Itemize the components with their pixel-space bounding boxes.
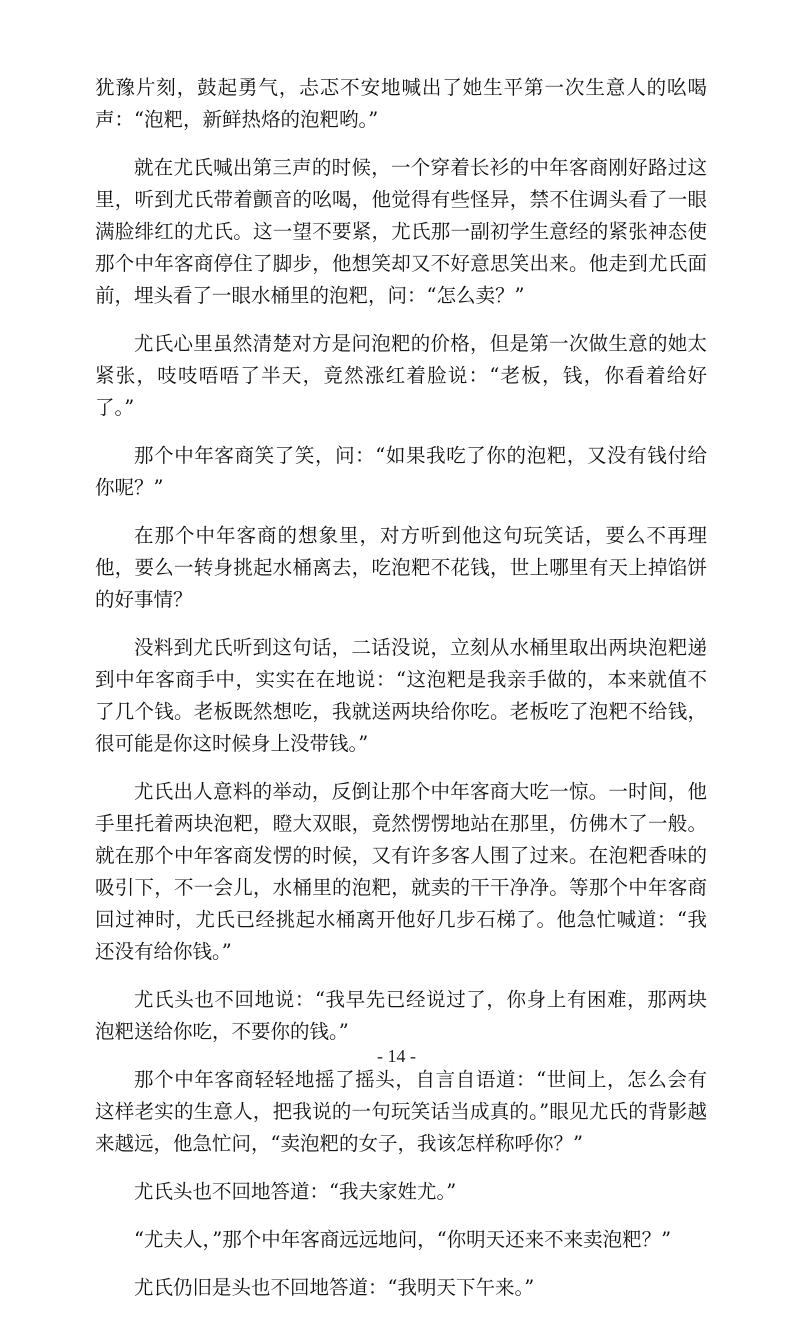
paragraph: 尤氏出人意料的举动，反倒让那个中年客商大吃一惊。一时间，他手里托着两块泡粑，瞪大双眼，竟然愣愣地站在那里，仿佛木了一般。就在那个中年客商发愣的时候，又有许多客人围了过来。在泡粑香味的吸引下，不一会儿，水桶里的泡粑，就卖的干干净净。等那个中年客商回过神时，尤氏已经挑起水桶离开他好几步石梯了。他急忙喊道：“我还没有给你钱。”: [95, 780, 707, 963]
page-number: - 14 -: [377, 1046, 416, 1066]
paragraph: 没料到尤氏听到这句话，二话没说，立刻从水桶里取出两块泡粑递到中年客商手中，实实在在地说：“这泡粑是我亲手做的，本来就值不了几个钱。老板既然想吃，我就送两块给你吃。老板吃了泡粑不给钱，很可能是你这时候身上没带钱。”: [95, 636, 707, 755]
document-body: [95, 72, 707, 1320]
paragraph: 尤氏心里虽然清楚对方是问泡粑的价格，但是第一次做生意的她太紧张，吱吱唔唔了半天，竟然涨红着脸说：“老板，钱，你看着给好了。”: [95, 332, 707, 419]
paragraph: 就在尤氏喊出第三声的时候，一个穿着长衫的中年客商刚好路过这里，听到尤氏带着颤音的吆喝，他觉得有些怪异，禁不住调头看了一眼满脸绯红的尤氏。这一望不要紧，尤氏那一副初学生意经的紧张神态使那个中年客商停住了脚步，他想笑却又不好意思笑出来。他走到尤氏面前，埋头看了一眼水桶里的泡粑，问：“怎么卖？”: [95, 156, 707, 307]
paragraph: 那个中年客商轻轻地摇了摇头，自言自语道：“世间上，怎么会有这样老实的生意人，把我说的一句玩笑话当成真的。”眼见尤氏的背影越来越远，他急忙问，“卖泡粑的女子，我该怎样称呼你？”: [95, 1068, 707, 1155]
paragraph: 在那个中年客商的想象里，对方听到他这句玩笑话，要么不再理他，要么一转身挑起水桶离去，吃泡粑不花钱，世上哪里有天上掉馅饼的好事情？: [95, 524, 707, 611]
paragraph: 那个中年客商笑了笑，问：“如果我吃了你的泡粑，又没有钱付给你呢？”: [95, 444, 707, 499]
paragraph: 尤氏头也不回地说：“我早先已经说过了，你身上有困难，那两块泡粑送给你吃，不要你的钱。”: [95, 988, 707, 1043]
paragraph: “尤夫人，”那个中年客商远远地问，“你明天还来不来卖泡粑？”: [134, 1228, 672, 1251]
paragraph: 尤氏仍旧是头也不回地答道：“我明天下午来。”: [134, 1276, 535, 1299]
paragraph: 尤氏头也不回地答道：“我夫家姓尤。”: [134, 1180, 457, 1203]
paragraph-continuation: 犹豫片刻，鼓起勇气，忐忑不安地喊出了她生平第一次生意人的吆喝声：“泡粑，新鲜热烙的泡粑哟。”: [95, 76, 707, 131]
